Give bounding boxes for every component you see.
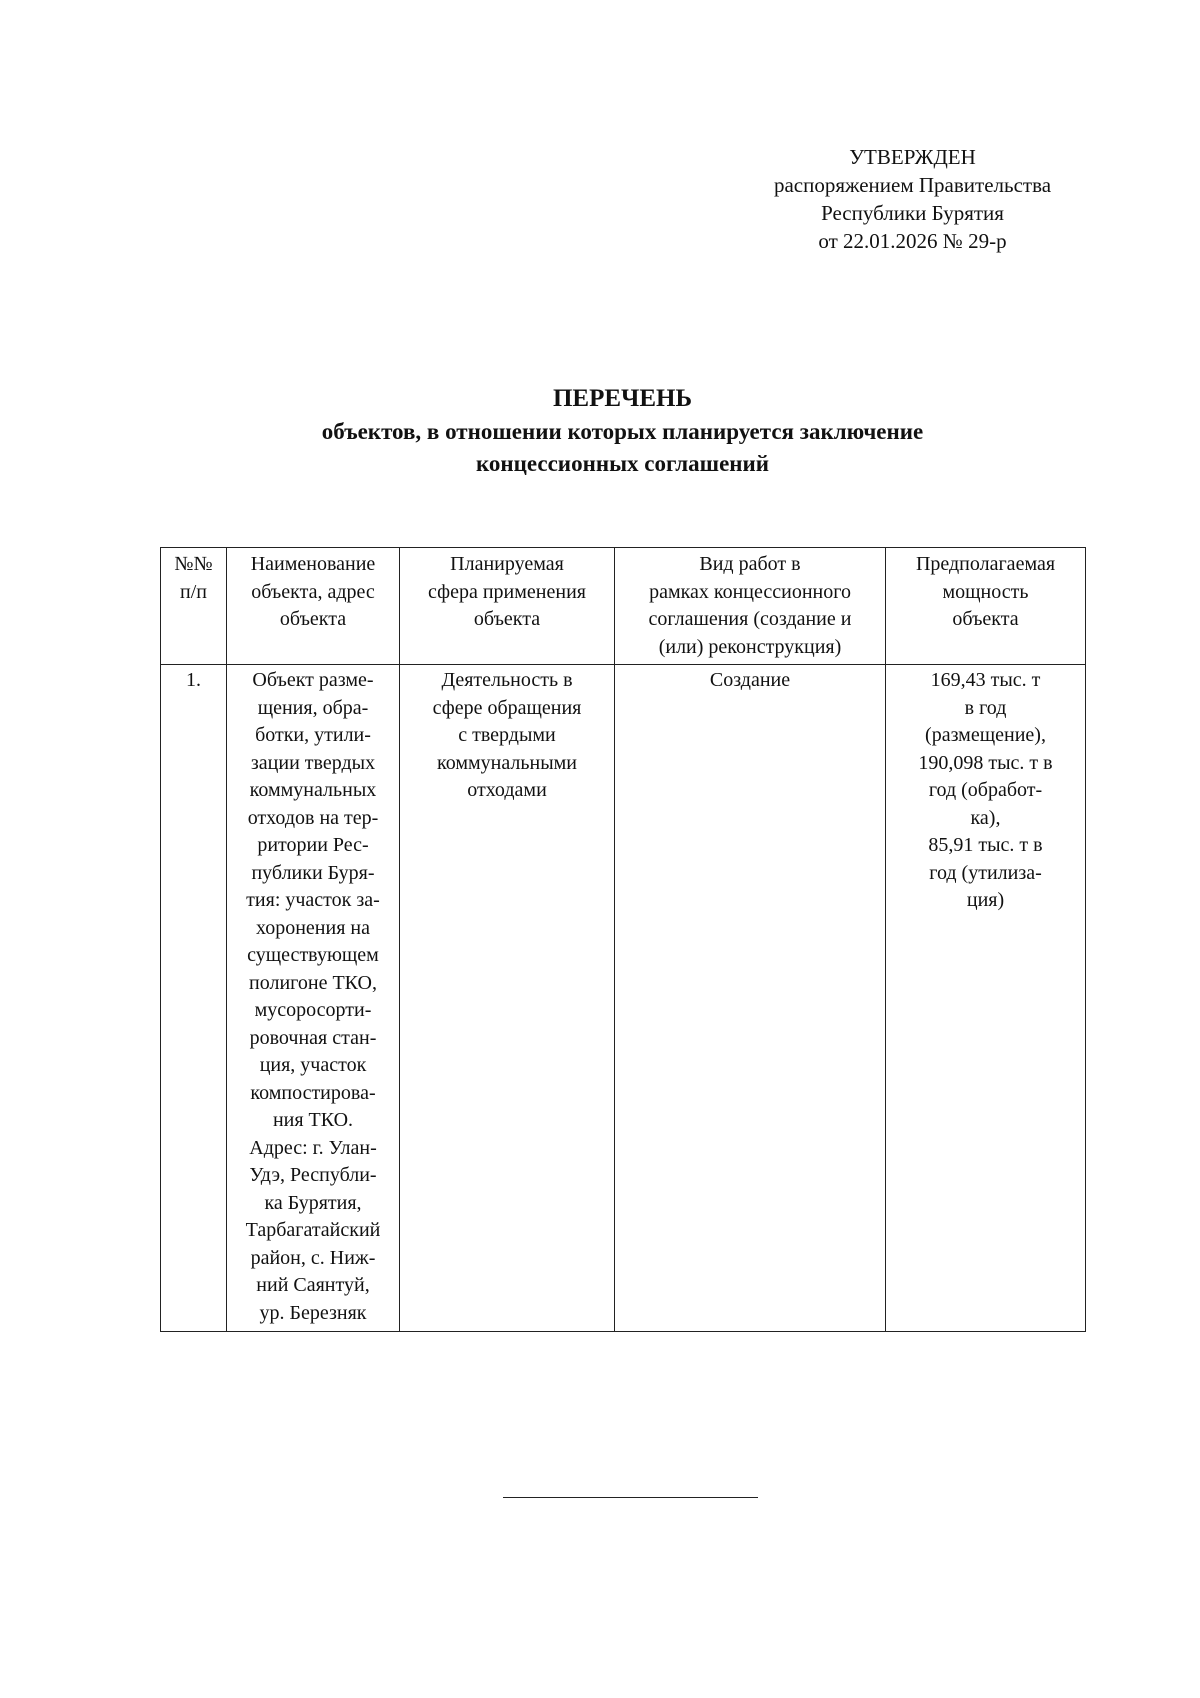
title-subtitle-line-2: концессионных соглашений — [475, 451, 770, 476]
title-main: ПЕРЕЧЕНЬ — [552, 385, 693, 412]
header-application-sphere: Планируемая сфера применения объекта — [400, 548, 615, 665]
application-sphere: Деятельность в сфере обращения с твердыми коммунальными отходами — [400, 665, 615, 1332]
header-capacity: Предполагаемая мощность объекта — [886, 548, 1086, 665]
header-work-type: Вид работ в рамках концессионного соглашения (создание и (или) реконструкция) — [615, 548, 886, 665]
title-subtitle-line-1: объектов, в отношении которых планируется заключение — [321, 419, 924, 444]
row-number: 1. — [161, 665, 227, 1332]
document-title — [160, 382, 1085, 480]
header-number: №№ п/п — [161, 548, 227, 665]
end-of-document-rule — [503, 1497, 758, 1498]
approval-order-line: распоряжением Правительства — [773, 173, 1052, 197]
approval-heading: УТВЕРЖДЕН — [849, 145, 976, 169]
approval-authority-line: Республики Бурятия — [821, 201, 1004, 225]
work-type: Создание — [615, 665, 886, 1332]
table-row — [161, 665, 1086, 1332]
capacity: 169,43 тыс. т в год (размещение), 190,098 тыс. т в год (обработ- ка), 85,91 тыс. т в год (утилиза- ция) — [886, 665, 1086, 1332]
header-object-name: Наименование объекта, адрес объекта — [227, 548, 400, 665]
object-name-address: Объект разме- щения, обра- ботки, утили- зации твердых коммунальных отходов на тер- ритории Рес- публики Буря- тия: участок за- хоронения на существующем полигоне ТКО, мусоросорти- ровочная стан- ция, участок компостирова- ния ТКО. Адрес: г. Улан- Удэ, Республи- ка Бурятия, Тарбагатайский район, с. Ниж- ний Саянтуй, ур. Березняк — [227, 665, 400, 1332]
table-header-row — [161, 548, 1086, 665]
objects-table — [160, 547, 1086, 1332]
approval-stamp — [740, 143, 1085, 255]
approval-date-number: от 22.01.2026 № 29-р — [818, 229, 1007, 253]
